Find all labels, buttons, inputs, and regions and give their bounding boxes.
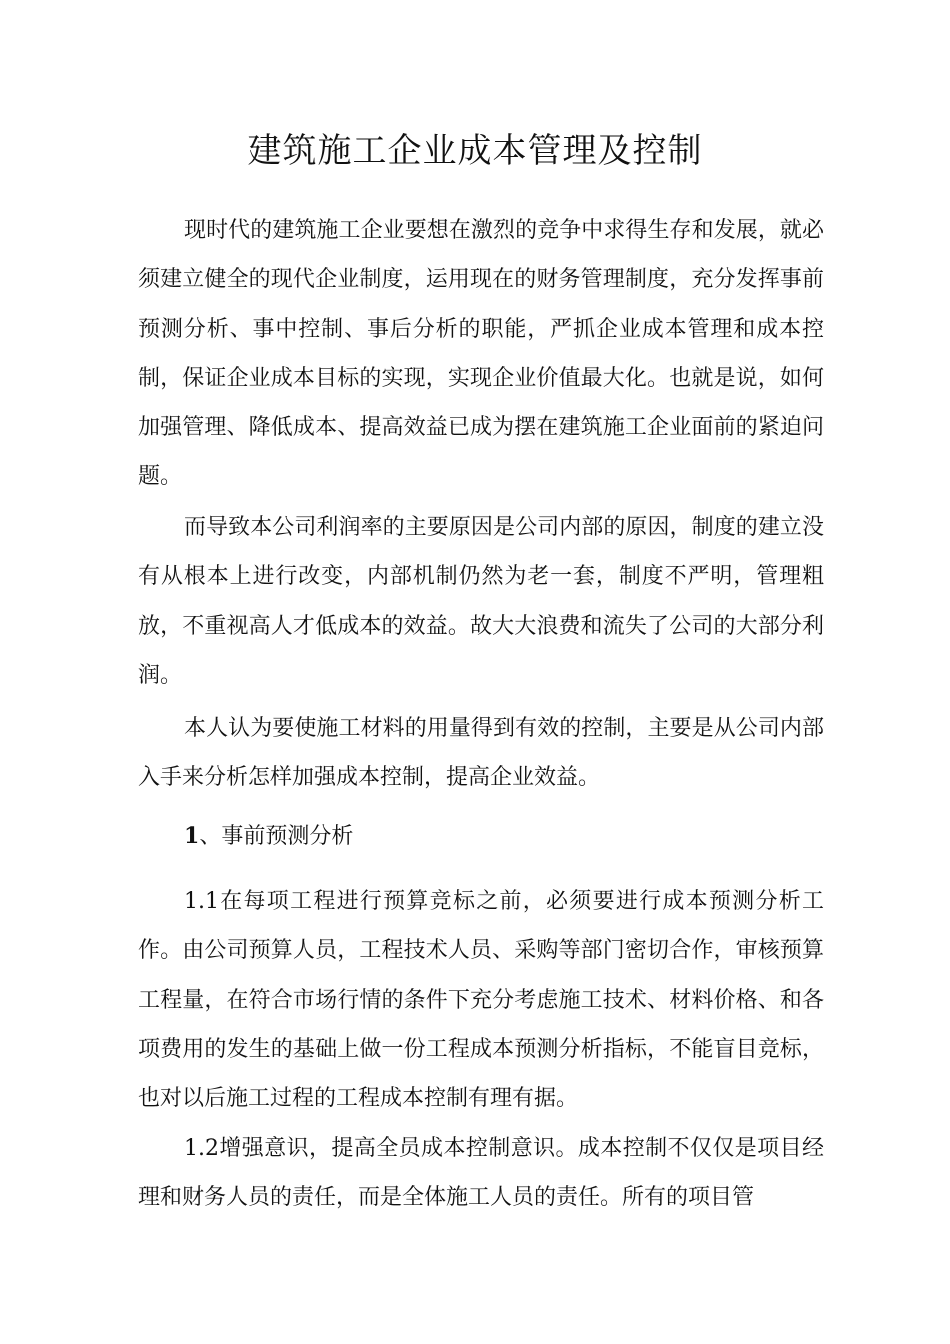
section-heading-1 [138, 812, 824, 861]
document-title: 建筑施工企业成本管理及控制 [247, 131, 703, 171]
paragraph-item-1-2: 1.2增强意识，提高全员成本控制意识。成本控制不仅仅是项目经理和财务人员的责任，而是全体施工人员的责任。所有的项目管 [138, 1136, 824, 1211]
section-title: 、事前预测分析 [199, 824, 354, 849]
paragraph-intro: 现时代的建筑施工企业要想在激烈的竞争中求得生存和发展，就必须建立健全的现代企业制度，运用现在的财务管理制度，充分发挥事前预测分析、事中控制、事后分析的职能，严抓企业成本管理和成本控制，保证企业成本目标的实现，实现企业价值最大化。也就是说，如何加强管理、降低成本、提高效益已成为摆在建筑施工企业面前的紧迫问题。 [138, 218, 824, 490]
paragraph-causes: 而导致本公司利润率的主要原因是公司内部的原因，制度的建立没有从根本上进行改变，内部机制仍然为老一套，制度不严明，管理粗放，不重视高人才低成本的效益。故大大浪费和流失了公司的大部分利润。 [138, 515, 824, 688]
paragraph-item-1-1: 1.1在每项工程进行预算竞标之前，必须要进行成本预测分析工作。由公司预算人员，工程技术人员、采购等部门密切合作，审核预算工程量，在符合市场行情的条件下充分考虑施工技术、材料价格、和各项费用的发生的基础上做一份工程成本预测分析指标，不能盲目竞标，也对以后施工过程的工程成本控制有理有据。 [138, 889, 824, 1112]
section-number: 1 [184, 823, 200, 849]
paragraph-approach: 本人认为要使施工材料的用量得到有效的控制，主要是从公司内部入手来分析怎样加强成本控制，提高企业效益。 [138, 716, 824, 791]
